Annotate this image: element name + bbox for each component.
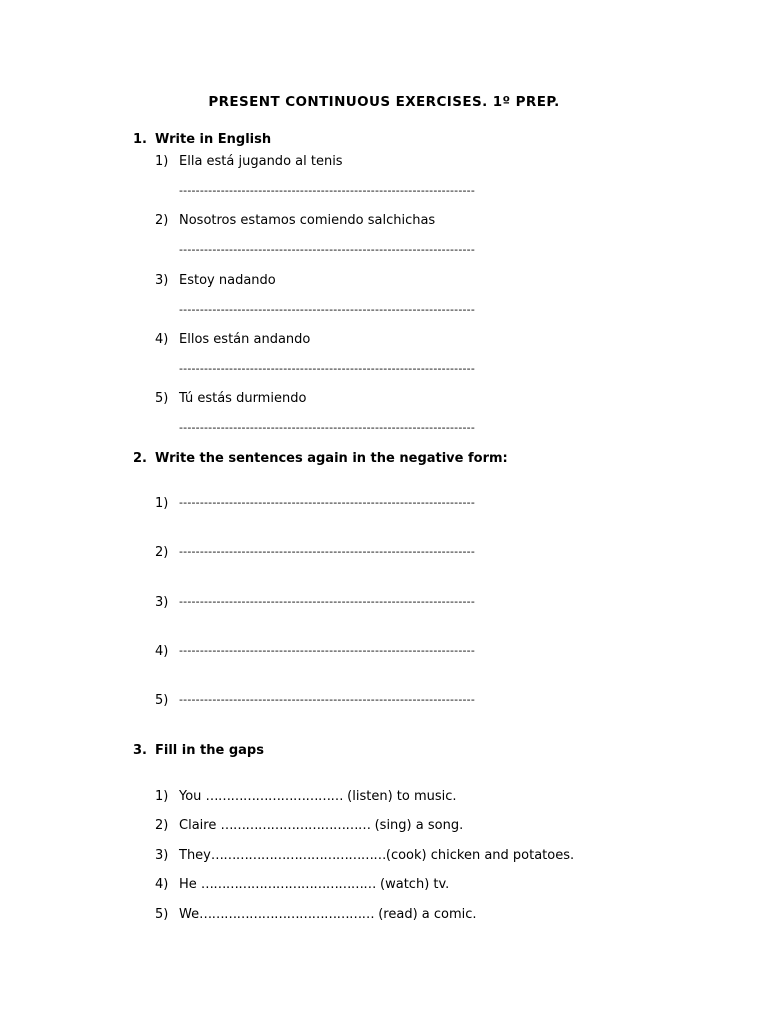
section-title: Write the sentences again in the negative form: (155, 451, 508, 466)
item-number: 4) (155, 877, 169, 892)
gap-item (155, 818, 463, 833)
gap-item (155, 877, 449, 892)
gap-blank[interactable]: …………………………………… (199, 907, 375, 922)
gap-before: We (179, 907, 200, 922)
item-number: 4) (155, 332, 169, 347)
gap-after: (watch) tv. (375, 877, 450, 892)
item-number: 1) (155, 496, 169, 511)
section-title: Fill in the gaps (155, 743, 264, 758)
section-1-heading (133, 132, 271, 147)
answer-line[interactable]: ----------------------------------------------------------------------- (179, 496, 476, 509)
list-item (155, 154, 343, 169)
answer-line[interactable]: ----------------------------------------------------------------------- (179, 184, 476, 197)
section-title: Write in English (155, 132, 272, 147)
list-item (155, 644, 179, 659)
list-item (155, 391, 306, 406)
item-number: 5) (155, 693, 169, 708)
answer-line[interactable]: ----------------------------------------------------------------------- (179, 644, 476, 657)
gap-after: (cook) chicken and potatoes. (385, 848, 575, 863)
list-item (155, 213, 435, 228)
item-text: Tú estás durmiendo (179, 391, 307, 406)
gap-after: (listen) to music. (343, 789, 457, 804)
answer-line[interactable]: ----------------------------------------------------------------------- (179, 421, 476, 434)
answer-line[interactable]: ----------------------------------------------------------------------- (179, 595, 476, 608)
gap-before: They (179, 848, 211, 863)
answer-line[interactable]: ----------------------------------------------------------------------- (179, 545, 476, 558)
item-number: 5) (155, 391, 169, 406)
gap-blank[interactable]: …………………………… (205, 789, 344, 804)
list-item (155, 496, 179, 511)
item-number: 5) (155, 907, 169, 922)
list-item (155, 595, 179, 610)
answer-line[interactable]: ----------------------------------------------------------------------- (179, 693, 476, 706)
item-text: Estoy nadando (179, 273, 276, 288)
list-item (155, 332, 310, 347)
item-text: Ellos están andando (179, 332, 311, 347)
section-number: 2. (133, 451, 147, 466)
gap-item (155, 789, 457, 804)
gap-blank[interactable]: …………………………………… (210, 848, 386, 863)
list-item (155, 693, 179, 708)
gap-blank[interactable]: …………………………………… (200, 877, 376, 892)
section-number: 1. (133, 132, 147, 147)
answer-line[interactable]: ----------------------------------------------------------------------- (179, 243, 476, 256)
section-3-heading (133, 743, 264, 758)
gap-after: (read) a comic. (374, 907, 477, 922)
list-item (155, 545, 179, 560)
answer-line[interactable]: ----------------------------------------------------------------------- (179, 362, 476, 375)
gap-item (155, 848, 574, 863)
list-item (155, 273, 276, 288)
section-2-heading (133, 451, 508, 466)
gap-after: (sing) a song. (370, 818, 464, 833)
item-number: 2) (155, 818, 169, 833)
gap-blank[interactable]: ……………………………… (220, 818, 371, 833)
item-text: Nosotros estamos comiendo salchichas (179, 213, 436, 228)
item-number: 1) (155, 154, 169, 169)
item-number: 2) (155, 213, 169, 228)
gap-item (155, 907, 477, 922)
gap-before: Claire (179, 818, 221, 833)
item-number: 1) (155, 789, 169, 804)
gap-before: You (179, 789, 206, 804)
item-number: 3) (155, 595, 169, 610)
section-number: 3. (133, 743, 147, 758)
answer-line[interactable]: ----------------------------------------------------------------------- (179, 303, 476, 316)
item-number: 2) (155, 545, 169, 560)
item-number: 4) (155, 644, 169, 659)
item-number: 3) (155, 848, 169, 863)
item-number: 3) (155, 273, 169, 288)
item-text: Ella está jugando al tenis (179, 154, 343, 169)
page-title: PRESENT CONTINUOUS EXERCISES. 1º PREP. (208, 94, 560, 110)
gap-before: He (179, 877, 201, 892)
